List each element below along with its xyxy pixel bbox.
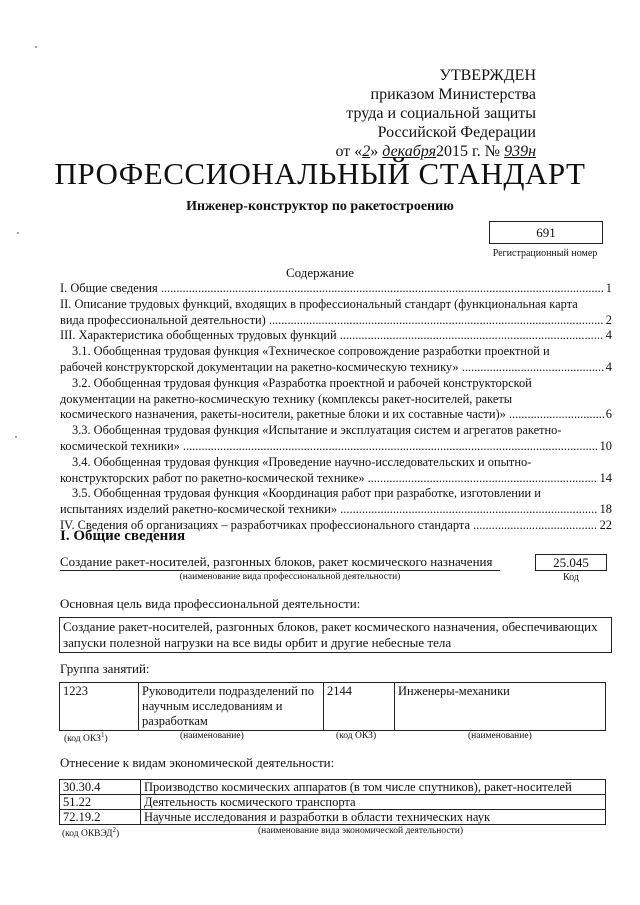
activity-code-box: 25.045 <box>535 554 607 571</box>
goal-text-box: Создание ракет-носителей, разгонных блоков, ракет космического назначения, обеспечивающих запуски полезной нагрузки на все виды орбит и другие небесные тела <box>59 617 612 653</box>
toc-entry-label: 3.4. Обобщенная трудовая функция «Проведение научно-исследовательских и опытно- <box>72 454 532 469</box>
toc-entry[interactable] <box>60 281 612 297</box>
groups-caption-code: (код ОКЗ) <box>336 731 377 741</box>
goal-label: Основная цель вида профессиональной деятельности: <box>60 596 361 611</box>
groups-caption-code: (код ОКЗ$^1$) <box>64 731 108 745</box>
toc-page-number: 22 <box>599 517 612 532</box>
toc-page-number: 4 <box>605 359 612 374</box>
activity-kind-field: Создание ракет-носителей, разгонных блоков, ракет космического назначения <box>60 554 500 571</box>
section-heading: I. Общие сведения <box>60 528 186 544</box>
econ-caption-name: (наименование вида экономической деятельности) <box>258 826 463 836</box>
approval-line: приказом Министерства <box>370 86 536 103</box>
approval-month: декабря <box>382 143 437 160</box>
toc-entry[interactable] <box>60 455 612 487</box>
toc-page-number: 6 <box>605 407 612 422</box>
toc-entry[interactable] <box>60 376 612 423</box>
toc-entry[interactable] <box>60 328 612 344</box>
toc-entry-label: космического назначения, ракеты-носители, ракетные блоки и их составные части)» ..... <box>60 407 604 423</box>
toc-entry-label: II. Описание трудовых функций, входящих в профессиональный стандарт (функциональная карта <box>60 296 578 311</box>
toc-entry-label: документации на ракетно-космическую технику (комплексы ракет-носителей, ракеты <box>60 391 513 406</box>
table-of-contents <box>60 281 612 534</box>
econ-name-cell: Научные исследования и разработки в области технических наук <box>141 810 606 825</box>
groups-label: Группа занятий: <box>60 661 150 676</box>
group-code-cell: 2144 <box>324 683 395 731</box>
econ-code-cell: 30.30.4 <box>60 780 141 795</box>
group-name-cell: Руководители подразделений по научным исследованиям и разработкам <box>139 683 324 731</box>
toc-entry-label: 3.3. Обобщенная трудовая функция «Испытание и эксплуатация систем и агрегатов ракетно- <box>72 423 562 438</box>
econ-name-cell: Производство космических аппаратов (в том числе спутников), ракет-носителей <box>141 780 606 795</box>
group-code-cell: 1223 <box>60 683 139 731</box>
econ-name-cell: Деятельность космического транспорта <box>141 795 606 810</box>
econ-code-cell: 72.19.2 <box>60 810 141 825</box>
toc-page-number: 14 <box>599 470 612 485</box>
document-title: ПРОФЕССИОНАЛЬНЫЙ СТАНДАРТ <box>54 156 586 191</box>
group-name-cell: Инженеры-механики <box>395 683 606 731</box>
contents-heading: Содержание <box>285 265 355 280</box>
groups-caption-name: (наименование) <box>180 731 244 741</box>
economic-activity-table <box>59 779 606 825</box>
econ-label: Отнесение к видам экономической деятельности: <box>60 755 335 770</box>
toc-entry-label: космической техники» ..... <box>60 439 598 455</box>
econ-code-cell: 51.22 <box>60 795 141 810</box>
toc-entry[interactable] <box>60 423 612 455</box>
toc-entry-label: I. Общие сведения ..... <box>60 281 604 297</box>
toc-page-number: 10 <box>599 438 612 453</box>
document-subtitle: Инженер-конструктор по ракетостроению <box>186 199 454 214</box>
activity-kind-caption: (наименование вида профессиональной деятельности) <box>179 572 401 582</box>
toc-entry-label: III. Характеристика обобщенных трудовых функций ..... <box>60 328 604 344</box>
table-row <box>60 780 606 795</box>
approval-order-number: 939н <box>504 143 536 160</box>
approval-title: УТВЕРЖДЕН <box>439 67 536 84</box>
toc-entry-label: 3.2. Обобщенная трудовая функция «Разработка проектной и рабочей конструкторской <box>72 375 532 390</box>
registration-number-label: Регистрационный номер <box>492 248 598 259</box>
toc-entry-label: вида профессиональной деятельности) ..... <box>60 313 604 329</box>
toc-page-number: 1 <box>605 281 612 295</box>
toc-entry[interactable] <box>60 297 612 329</box>
toc-entry[interactable] <box>60 344 612 376</box>
toc-entry-label: 3.1. Обобщенная трудовая функция «Техническое сопровождение разработки проектной и <box>72 344 550 359</box>
registration-number-box: 691 <box>489 221 603 244</box>
activity-code-caption: Код <box>563 572 579 583</box>
toc-entry-label: 3.5. Обобщенная трудовая функция «Координация работ при разработке, изготовлении и <box>72 486 541 501</box>
toc-entry-label: IV. Сведения об организациях – разработчиках профессионального стандарта ..... <box>60 518 598 534</box>
toc-page-number: 18 <box>599 502 612 517</box>
approval-day: 2 <box>362 143 371 160</box>
table-row <box>60 795 606 810</box>
scan-speck <box>15 436 17 438</box>
approval-line: труда и социальной защиты <box>346 105 536 122</box>
approval-date-line: от «2» декабря2015 г. № 939н <box>335 143 536 160</box>
approval-line: Российской Федерации <box>377 124 536 141</box>
occupation-groups-table <box>59 682 606 731</box>
econ-caption-code: (код ОКВЭД$^2$) <box>62 826 120 840</box>
groups-caption-name: (наименование) <box>468 731 532 741</box>
toc-page-number: 2 <box>605 312 612 327</box>
toc-entry-label: испытаниях изделий ракетно-космической техники» ..... <box>60 502 598 518</box>
toc-page-number: 4 <box>605 328 612 343</box>
table-row <box>60 810 606 825</box>
approval-block <box>336 66 537 161</box>
scan-speck <box>35 46 37 48</box>
scan-speck <box>17 232 19 234</box>
toc-entry-label: рабочей конструкторской документации на ракетно-космическую технику» ..... <box>60 360 604 376</box>
toc-entry-label: конструкторских работ по ракетно-космической технике» ..... <box>60 471 598 487</box>
toc-entry[interactable] <box>60 486 612 518</box>
